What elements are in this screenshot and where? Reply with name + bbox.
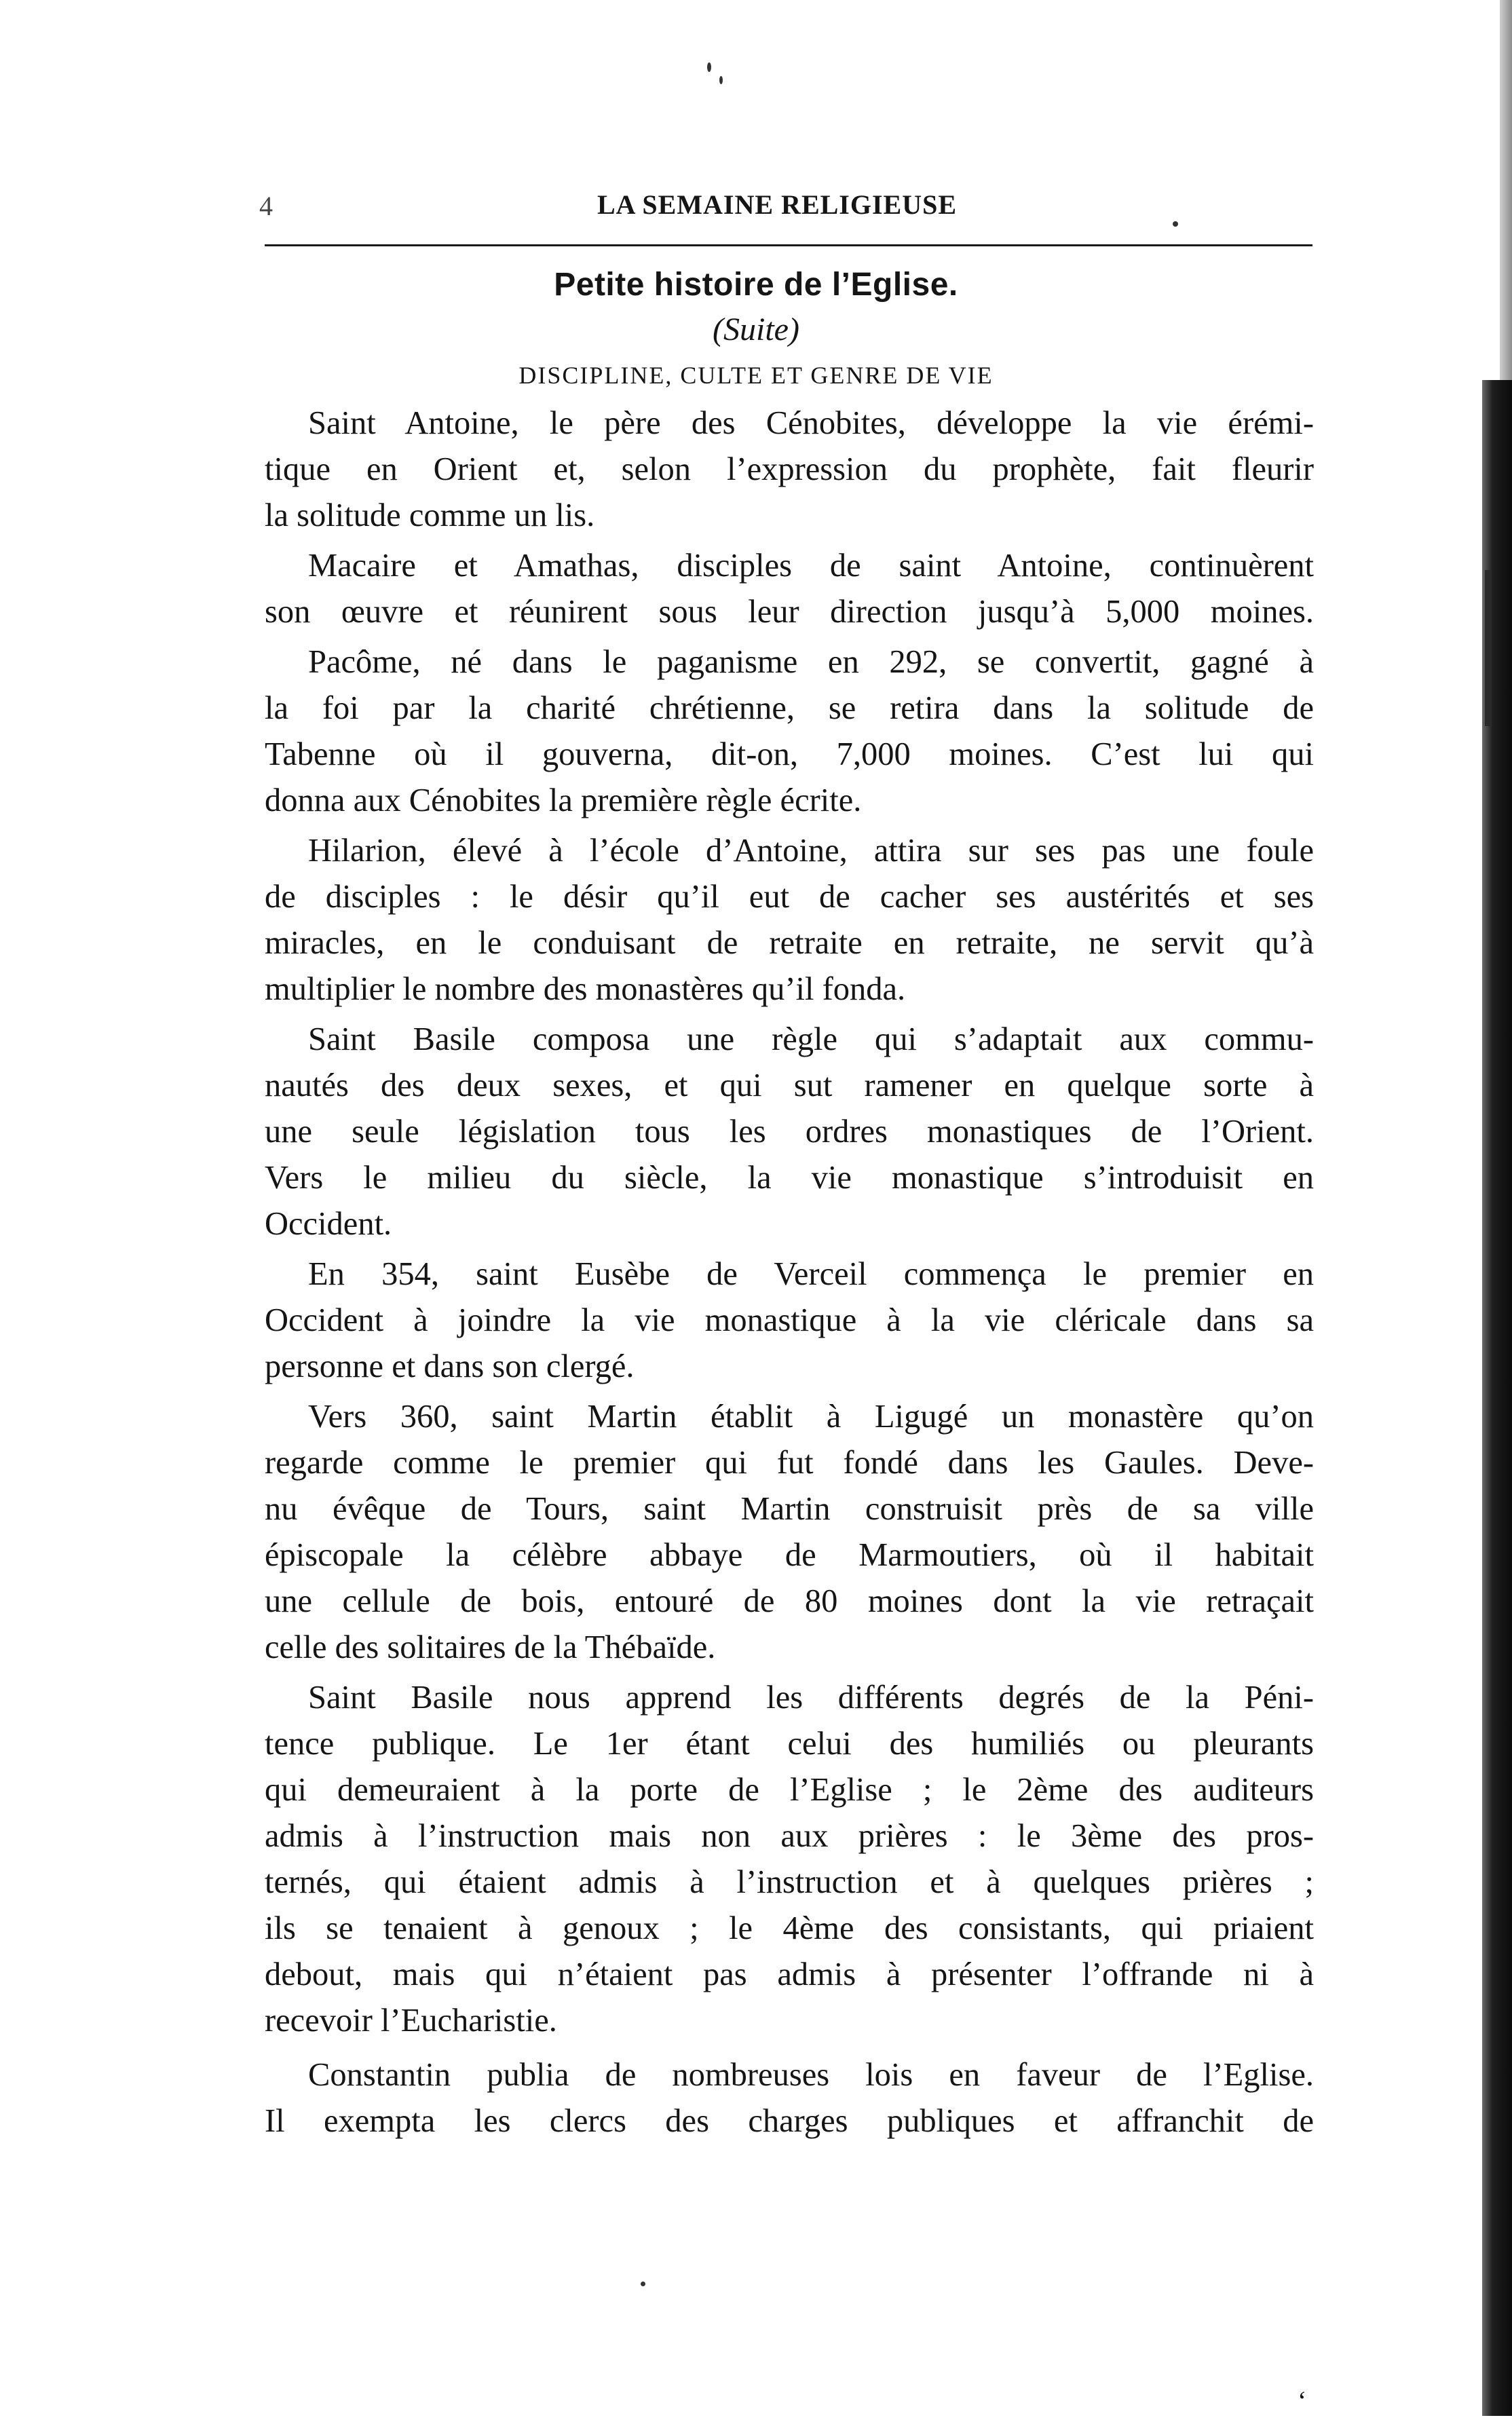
paragraph — [265, 543, 1314, 635]
paragraph — [265, 400, 1314, 539]
text-line: En 354, saint Eusèbe de Verceil commença le premier en — [308, 1256, 1314, 1292]
text-line: tique en Orient et, selon l’expression du prophète, fait fleurir — [265, 451, 1314, 487]
article-subtitle: (Suite) — [713, 311, 799, 347]
scan-corner-mark: ʻ — [1298, 2385, 1307, 2416]
text-line: personne et dans son clergé. — [265, 1348, 635, 1384]
article-title: Petite histoire de l’Eglise. — [554, 267, 958, 303]
text-line: Vers 360, saint Martin établit à Ligugé un monastère qu’on — [308, 1399, 1314, 1435]
scan-speck — [641, 2282, 645, 2286]
section-heading: DISCIPLINE, CULTE ET GENRE DE VIE — [518, 362, 994, 389]
text-line: Saint Antoine, le père des Cénobites, développe la vie érémi- — [308, 405, 1314, 441]
text-line: Saint Basile nous apprend les différents degrés de la Péni- — [308, 1680, 1314, 1716]
text-line: de disciples : le désir qu’il eut de cacher ses austérités et ses — [265, 879, 1314, 915]
header-rule — [265, 244, 1312, 246]
article-body — [265, 400, 1314, 2144]
text-line: Occident. — [265, 1206, 392, 1242]
scan-speck — [1173, 221, 1178, 227]
running-title: LA SEMAINE RELIGIEUSE — [597, 189, 958, 220]
text-line: Constantin publia de nombreuses lois en faveur de l’Eglise. — [308, 2057, 1314, 2093]
text-line: nu évêque de Tours, saint Martin construisit près de sa ville — [265, 1491, 1314, 1527]
text-line: ternés, qui étaient admis à l’instruction et à quelques prières ; — [265, 1864, 1314, 1900]
text-line: qui demeuraient à la porte de l’Eglise ; le 2ème des auditeurs — [265, 1772, 1314, 1808]
text-line: Vers le milieu du siècle, la vie monastique s’introduisit en — [265, 1160, 1314, 1196]
text-line: Occident à joindre la vie monastique à la vie cléricale dans sa — [265, 1302, 1314, 1338]
paragraph — [265, 639, 1314, 824]
scan-speck — [719, 76, 723, 84]
page-number: 4 — [259, 191, 273, 221]
paragraph — [265, 1675, 1314, 2044]
paragraph — [265, 2052, 1314, 2144]
scan-speck — [707, 62, 711, 72]
text-line: donna aux Cénobites la première règle écrite. — [265, 782, 862, 818]
paragraph — [265, 1394, 1314, 1671]
paragraph — [265, 828, 1314, 1013]
text-line: debout, mais qui n’étaient pas admis à présenter l’offrande ni à — [265, 1956, 1314, 1992]
text-line: la solitude comme un lis. — [265, 497, 595, 533]
text-line: nautés des deux sexes, et qui sut ramener en quelque sorte à — [265, 1067, 1314, 1103]
paragraph — [265, 1251, 1314, 1390]
text-line: regarde comme le premier qui fut fondé dans les Gaules. Deve- — [265, 1445, 1314, 1481]
text-line: miracles, en le conduisant de retraite en retraite, ne servit qu’à — [265, 925, 1314, 961]
text-line: Macaire et Amathas, disciples de saint Antoine, continuèrent — [308, 548, 1314, 584]
text-line: tence publique. Le 1er étant celui des humiliés ou pleurants — [265, 1726, 1314, 1762]
text-line: Pacôme, né dans le paganisme en 292, se convertit, gagné à — [308, 644, 1314, 680]
paragraph — [265, 1017, 1314, 1247]
text-line: la foi par la charité chrétienne, se retira dans la solitude de — [265, 690, 1314, 726]
scan-edge-notch — [1485, 570, 1492, 726]
text-line: Saint Basile composa une règle qui s’adaptait aux commu- — [308, 1021, 1314, 1057]
text-line: une cellule de bois, entouré de 80 moines dont la vie retraçait — [265, 1583, 1314, 1619]
text-line: son œuvre et réunirent sous leur direction jusqu’à 5,000 moines. — [265, 594, 1314, 630]
text-line: une seule législation tous les ordres monastiques de l’Orient. — [265, 1114, 1314, 1150]
text-line: Hilarion, élevé à l’école d’Antoine, attira sur ses pas une foule — [308, 833, 1314, 869]
text-line: Tabenne où il gouverna, dit-on, 7,000 moines. C’est lui qui — [265, 736, 1314, 772]
text-line: admis à l’instruction mais non aux prières : le 3ème des pros- — [265, 1818, 1314, 1854]
text-line: ils se tenaient à genoux ; le 4ème des consistants, qui priaient — [265, 1910, 1314, 1946]
text-line: Il exempta les clercs des charges publiques et affranchit de — [265, 2103, 1314, 2139]
text-line: épiscopale la célèbre abbaye de Marmoutiers, où il habitait — [265, 1537, 1314, 1573]
text-line: celle des solitaires de la Thébaïde. — [265, 1629, 716, 1665]
text-line: multiplier le nombre des monastères qu’il fonda. — [265, 971, 906, 1007]
text-line: recevoir l’Eucharistie. — [265, 2003, 557, 2039]
